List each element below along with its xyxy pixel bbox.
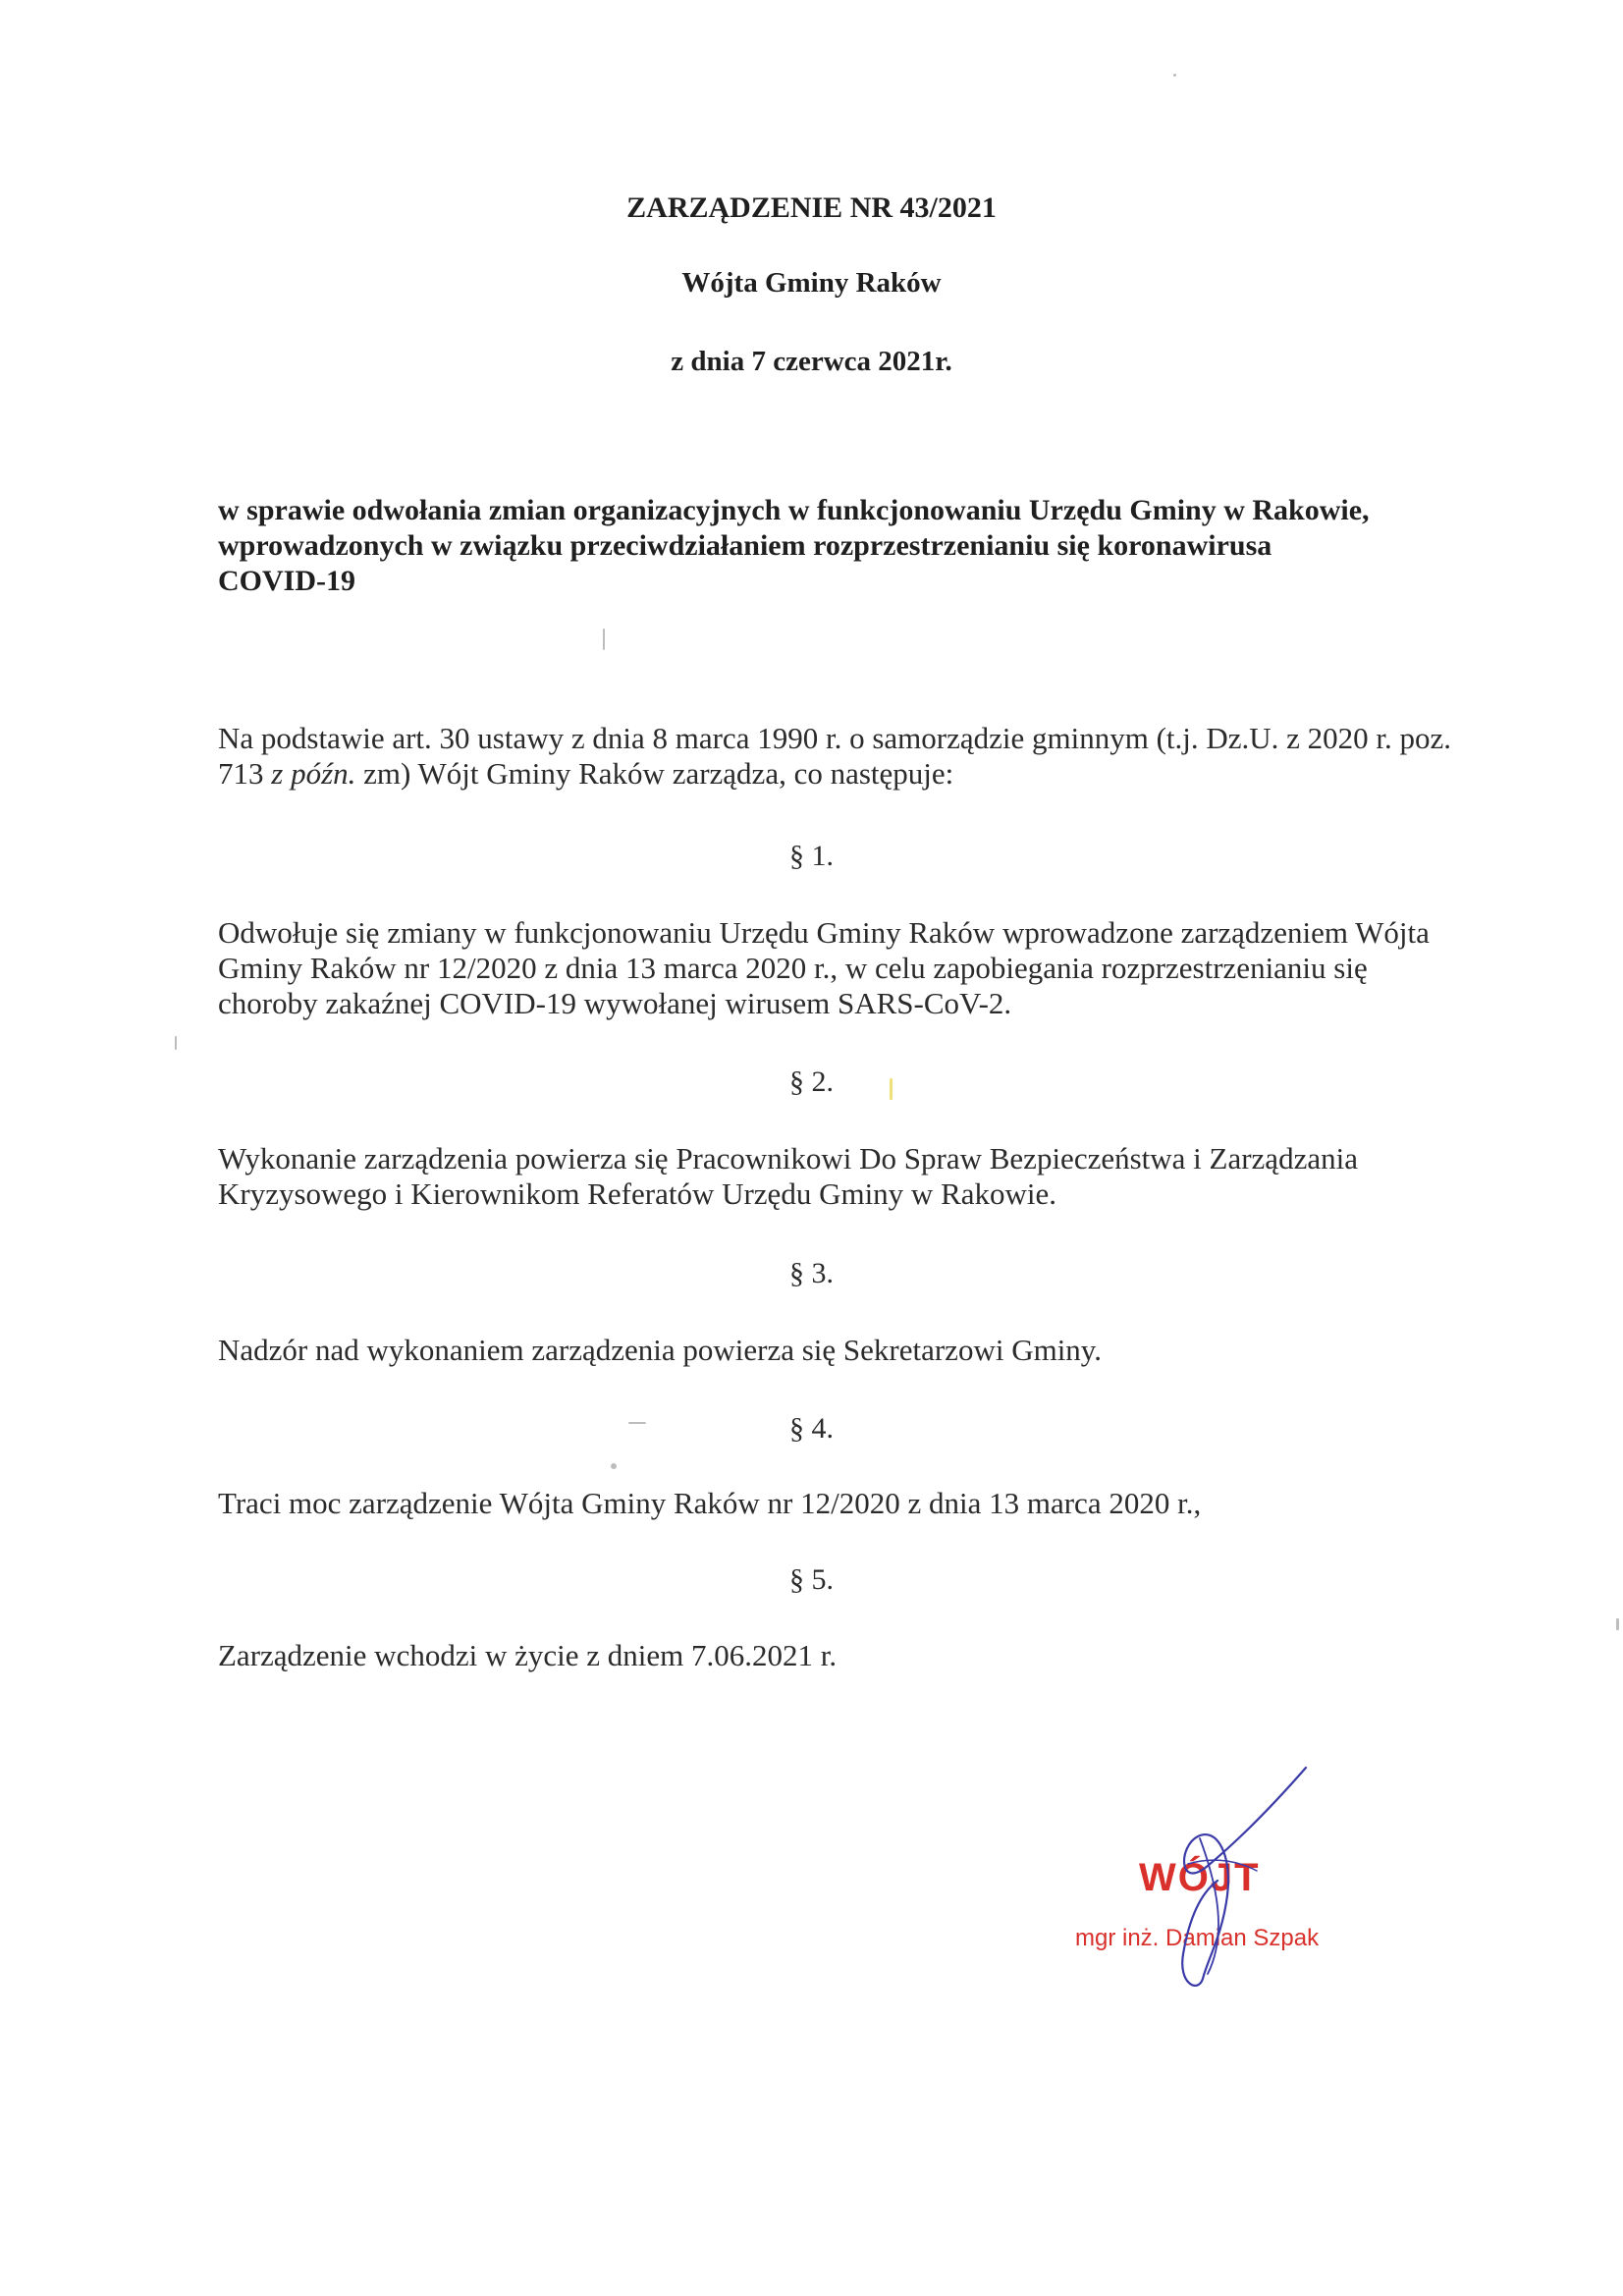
- document-issuer: Wójta Gminy Raków: [681, 267, 942, 299]
- legal-basis-italic: z późn.: [271, 756, 356, 791]
- signature-stamp-title: WÓJT: [1139, 1856, 1261, 1899]
- highlighter-mark: [890, 1078, 893, 1100]
- scan-speck: [1616, 1618, 1619, 1630]
- section-3-mark: § 3.: [789, 1257, 834, 1289]
- section-4-mark: § 4.: [789, 1412, 834, 1445]
- legal-basis-text-after: zm) Wójt Gminy Raków zarządza, co następuje:: [355, 756, 954, 791]
- scan-speck: [175, 1036, 177, 1050]
- section-2-text: Wykonanie zarządzenia powierza się Pracownikowi Do Spraw Bezpieczeństwa i Zarządzania Kryzysowego i Kierownikom Referatów Urzędu Gminy w Rakowie.: [218, 1141, 1358, 1211]
- scan-speck: [1173, 74, 1176, 77]
- signature-block: [1060, 1748, 1384, 2003]
- section-1-mark: § 1.: [789, 840, 834, 872]
- legal-basis: [218, 721, 1465, 792]
- section-5-mark: § 5.: [789, 1563, 834, 1596]
- document-subject: w sprawie odwołania zmian organizacyjnych w funkcjonowaniu Urzędu Gminy w Rakowie, wprowadzonych w związku przeciwdziałaniem rozprzestrzenianiu się koronawirusa COVID-19: [218, 494, 1370, 597]
- signature-stamp-name: mgr inż. Damian Szpak: [1075, 1925, 1320, 1951]
- document-title: ZARZĄDZENIE NR 43/2021: [626, 191, 997, 224]
- section-3-text: Nadzór nad wykonaniem zarządzenia powierza się Sekretarzowi Gminy.: [218, 1333, 1103, 1367]
- scan-speck: [611, 1463, 617, 1469]
- handwritten-signature-icon: [1060, 1748, 1384, 2003]
- document-date: z dnia 7 czerwca 2021r.: [671, 346, 952, 377]
- section-2-mark: § 2.: [789, 1066, 834, 1098]
- legal-basis-text-before: Na podstawie art. 30 ustawy z dnia 8 marca 1990 r. o samorządzie gminnym (t.j. Dz.U. z 2020 r. poz. 713: [218, 721, 1452, 791]
- scan-speck: [628, 1422, 646, 1424]
- section-4-text: Traci moc zarządzenie Wójta Gminy Raków nr 12/2020 z dnia 13 marca 2020 r.,: [218, 1486, 1202, 1520]
- section-5-text: Zarządzenie wchodzi w życie z dniem 7.06.2021 r.: [218, 1638, 838, 1672]
- scan-speck: [603, 629, 605, 650]
- section-1-text: Odwołuje się zmiany w funkcjonowaniu Urzędu Gminy Raków wprowadzone zarządzeniem Wójta Gminy Raków nr 12/2020 z dnia 13 marca 2020 r., w celu zapobiegania rozprzestrzenianiu się choroby zakaźnej COVID-19 wywołanej wirusem SARS-CoV-2.: [218, 915, 1430, 1020]
